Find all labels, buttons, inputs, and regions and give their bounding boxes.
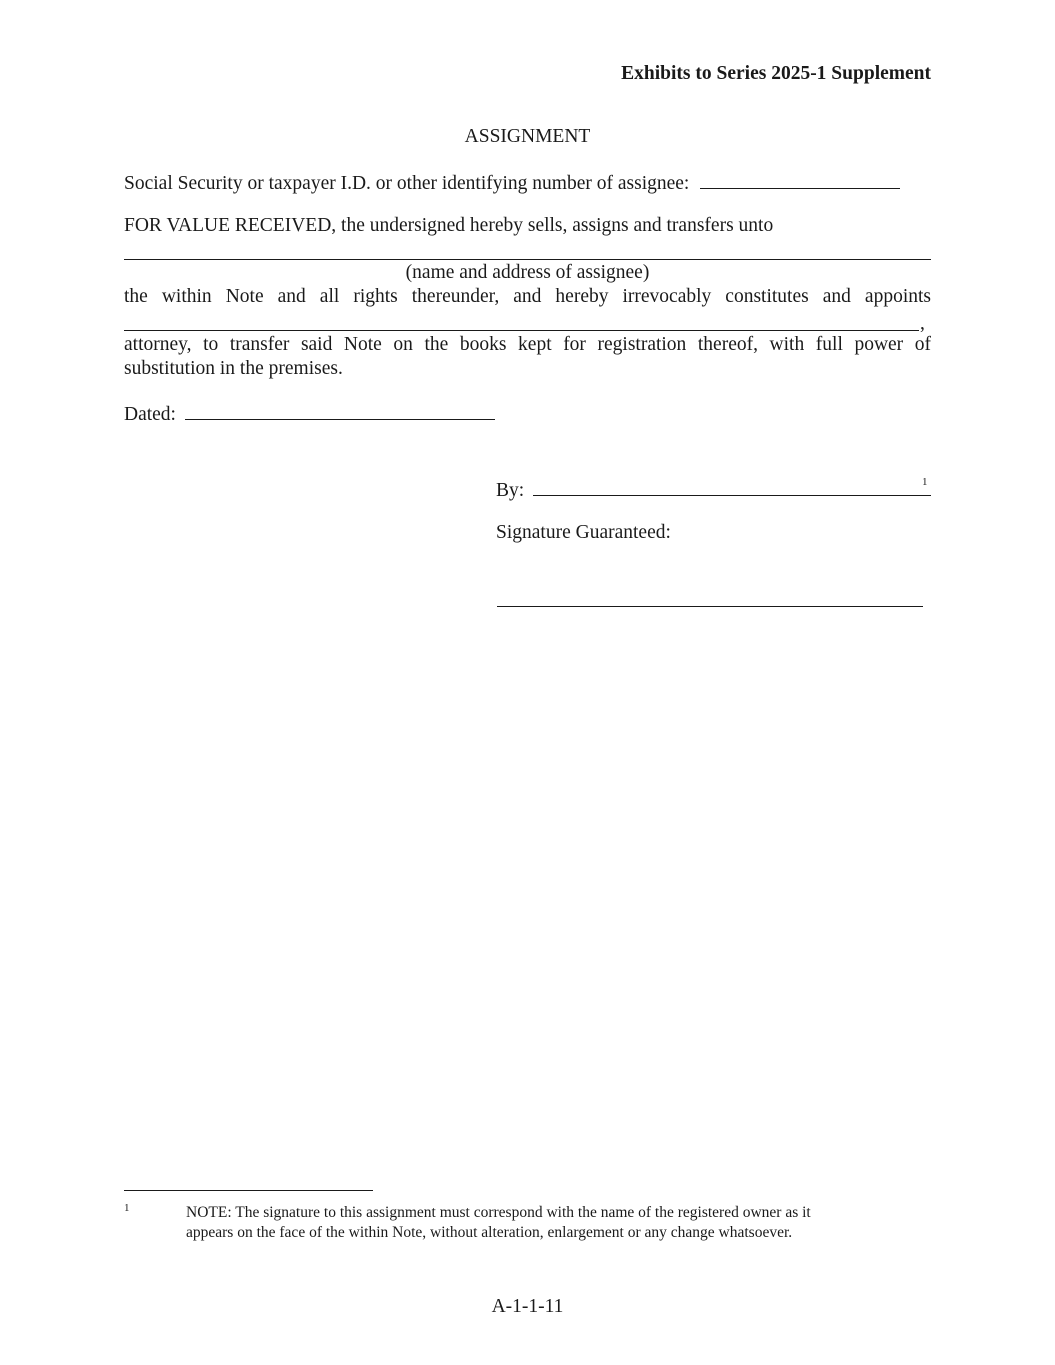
attorney-comma: ,	[920, 313, 925, 334]
footnote-number: 1	[124, 1202, 130, 1214]
by-label: By:	[496, 480, 525, 501]
attorney-blank-field[interactable]	[124, 330, 919, 331]
assignee-caption: (name and address of assignee)	[405, 262, 650, 283]
document-header: Exhibits to Series 2025-1 Supplement	[621, 63, 931, 84]
value-received-text: FOR VALUE RECEIVED, the undersigned hereby sells, assigns and transfers unto	[124, 215, 774, 236]
form-title: ASSIGNMENT	[464, 126, 591, 147]
footnote-text	[186, 1203, 811, 1243]
footnote-reference: 1	[922, 476, 928, 488]
footnote-line2: appears on the face of the within Note, without alteration, enlargement or any change whatsoever.	[186, 1224, 793, 1241]
attorney-text-line1: attorney, to transfer said Note on the books kept for registration thereof, with full power of	[124, 334, 931, 355]
signature-guarantee-blank-field[interactable]	[497, 606, 923, 607]
dated-row	[124, 401, 495, 427]
appoints-text: the within Note and all rights thereunder, and hereby irrevocably constitutes and appoints	[124, 286, 931, 307]
signature-guaranteed-label: Signature Guaranteed:	[496, 522, 671, 543]
signature-blank-field[interactable]	[533, 477, 931, 496]
attorney-text-line2: substitution in the premises.	[124, 358, 343, 379]
footnote-separator	[124, 1190, 373, 1191]
page-number: A-1-1-11	[491, 1296, 564, 1317]
ssn-blank-field[interactable]	[700, 170, 900, 189]
by-row	[496, 477, 931, 503]
footnote-line1: NOTE: The signature to this assignment must correspond with the name of the registered owner as it	[186, 1204, 811, 1221]
dated-label: Dated:	[124, 404, 176, 425]
assignee-blank-field[interactable]	[124, 259, 931, 260]
ssn-row	[124, 170, 900, 196]
ssn-label: Social Security or taxpayer I.D. or other identifying number of assignee:	[124, 173, 690, 194]
dated-blank-field[interactable]	[185, 401, 495, 420]
